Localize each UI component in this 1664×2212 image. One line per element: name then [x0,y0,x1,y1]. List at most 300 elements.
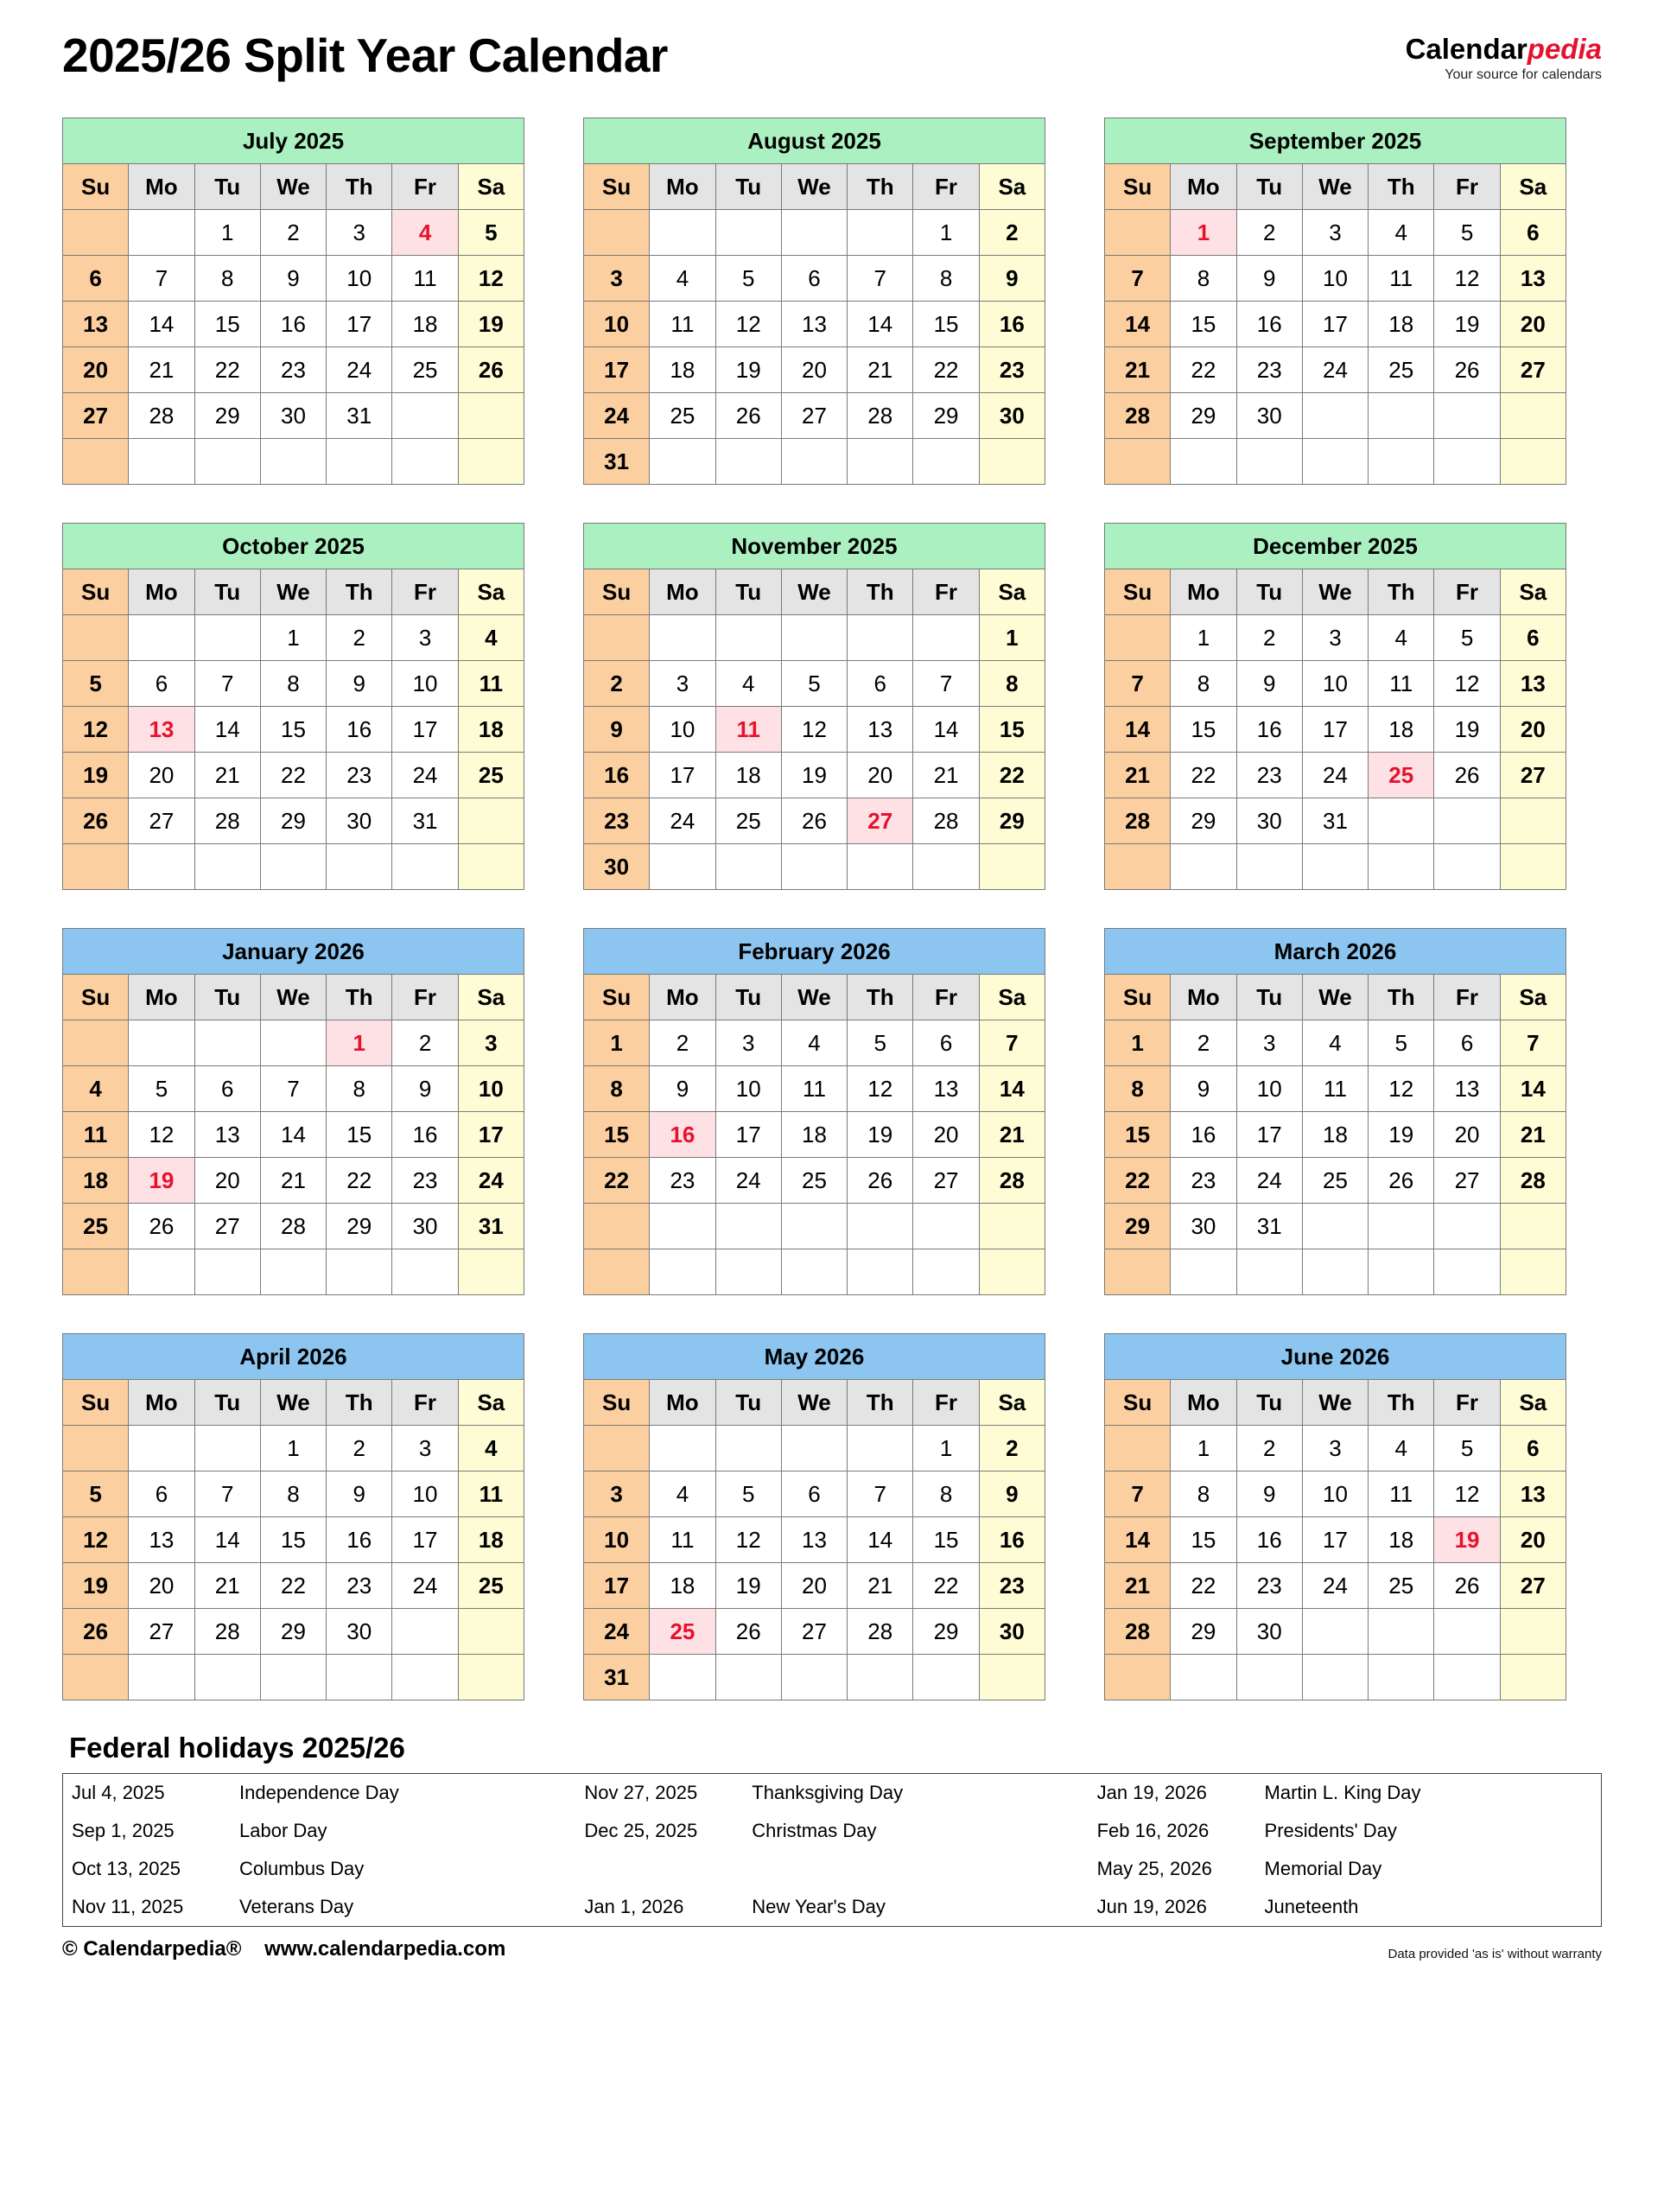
dow-header-su: Su [584,1380,650,1426]
day-cell: 28 [1105,798,1171,844]
day-cell-empty [392,844,458,890]
week-row [1105,844,1566,890]
holidays-table [62,1773,1602,1927]
day-cell: 30 [1236,798,1302,844]
month-table [583,928,1045,1295]
day-cell: 19 [1434,302,1500,347]
dow-header-fr: Fr [392,164,458,210]
day-cell: 5 [781,661,847,707]
dow-header-we: We [1302,569,1368,615]
day-cell-empty [458,439,524,485]
dow-header-fr: Fr [392,975,458,1020]
day-cell: 10 [584,1517,650,1563]
day-cell: 9 [1236,256,1302,302]
week-row [63,393,524,439]
day-cell-empty [392,1249,458,1295]
month-table [1104,523,1566,890]
month-title: October 2025 [63,524,524,569]
week-row [1105,1563,1566,1609]
day-cell-empty [584,1204,650,1249]
day-cell-empty [1171,439,1236,485]
day-cell-empty [194,1020,260,1066]
day-cell: 5 [848,1020,913,1066]
holiday-name: Martin L. King Day [1264,1782,1421,1803]
day-cell: 22 [1105,1158,1171,1204]
day-cell: 18 [392,302,458,347]
day-cell-empty [848,210,913,256]
day-cell: 4 [458,1426,524,1471]
day-cell: 1 [260,615,326,661]
day-cell-empty [63,439,129,485]
day-cell: 8 [1105,1066,1171,1112]
month-block [1104,928,1566,1295]
day-cell-empty [1236,844,1302,890]
holiday-date: Sep 1, 2025 [72,1820,175,1841]
day-cell: 30 [1171,1204,1236,1249]
day-cell-empty [584,1426,650,1471]
day-cell: 7 [129,256,194,302]
dow-header-mo: Mo [650,569,715,615]
day-cell: 26 [1369,1158,1434,1204]
day-cell: 18 [650,347,715,393]
day-cell: 29 [194,393,260,439]
day-cell: 4 [392,210,458,256]
dow-header-mo: Mo [129,164,194,210]
day-cell-empty [458,1609,524,1655]
day-cell: 4 [1369,1426,1434,1471]
day-cell: 28 [913,798,979,844]
day-cell-empty [715,439,781,485]
day-cell: 23 [1171,1158,1236,1204]
day-cell-empty [979,439,1045,485]
day-cell-empty [781,615,847,661]
day-cell: 18 [1302,1112,1368,1158]
day-cell: 24 [458,1158,524,1204]
day-cell-empty [848,1249,913,1295]
day-cell-empty [1302,1204,1368,1249]
day-cell-empty [650,615,715,661]
day-cell: 22 [260,753,326,798]
holiday-date: Jan 1, 2026 [584,1896,684,1917]
day-cell-empty [715,1655,781,1700]
week-row [63,707,524,753]
brand-block [1406,29,1602,83]
day-cell: 19 [1434,707,1500,753]
week-row [584,1609,1045,1655]
dow-header-mo: Mo [129,1380,194,1426]
day-cell: 2 [327,1426,392,1471]
day-cell-empty [129,1426,194,1471]
day-cell-empty [584,615,650,661]
day-cell-empty [392,439,458,485]
day-cell: 30 [979,393,1045,439]
day-cell: 10 [1302,256,1368,302]
day-cell: 20 [848,753,913,798]
dow-header-sa: Sa [1500,569,1566,615]
day-cell: 12 [715,302,781,347]
day-cell: 16 [584,753,650,798]
day-cell: 31 [392,798,458,844]
day-cell-empty [1171,1249,1236,1295]
day-cell: 5 [1434,1426,1500,1471]
day-cell: 18 [715,753,781,798]
day-cell: 2 [979,1426,1045,1471]
week-row [584,1655,1045,1700]
day-cell: 10 [1236,1066,1302,1112]
day-cell: 11 [650,302,715,347]
day-cell: 21 [194,753,260,798]
day-cell: 17 [1302,707,1368,753]
day-cell-empty [781,1655,847,1700]
day-cell-empty [650,1204,715,1249]
day-cell: 29 [1171,1609,1236,1655]
day-cell: 14 [260,1112,326,1158]
week-row [63,256,524,302]
dow-header-sa: Sa [458,164,524,210]
day-cell-empty [458,1655,524,1700]
day-cell: 12 [848,1066,913,1112]
day-cell-empty [715,1249,781,1295]
day-cell: 1 [1171,615,1236,661]
day-cell-empty [129,1020,194,1066]
day-cell: 10 [1302,661,1368,707]
day-cell: 2 [1236,1426,1302,1471]
day-cell-empty [392,1655,458,1700]
day-cell: 3 [392,615,458,661]
day-cell: 2 [327,615,392,661]
day-cell: 26 [1434,347,1500,393]
month-table [62,1333,524,1700]
day-cell-empty [1369,798,1434,844]
dow-header-th: Th [848,1380,913,1426]
day-cell: 16 [1236,707,1302,753]
day-cell-empty [63,210,129,256]
day-cell: 6 [129,1471,194,1517]
week-row [63,347,524,393]
day-cell: 9 [979,1471,1045,1517]
day-cell-empty [1236,1249,1302,1295]
day-cell: 3 [458,1020,524,1066]
day-cell: 18 [1369,707,1434,753]
dow-header-sa: Sa [1500,975,1566,1020]
day-cell: 10 [392,1471,458,1517]
day-cell-empty [63,1426,129,1471]
day-cell-empty [1369,844,1434,890]
dow-header-sa: Sa [979,975,1045,1020]
disclaimer: Data provided 'as is' without warranty [1388,1947,1602,1961]
day-cell-empty [913,615,979,661]
day-cell: 14 [1500,1066,1566,1112]
day-cell: 11 [63,1112,129,1158]
week-row [584,844,1045,890]
day-cell-empty [1105,1426,1171,1471]
day-cell-empty [979,1249,1045,1295]
day-cell: 6 [1500,210,1566,256]
day-cell: 3 [715,1020,781,1066]
day-cell-empty [1236,439,1302,485]
day-cell: 19 [63,1563,129,1609]
day-cell-empty [129,210,194,256]
day-cell: 20 [129,1563,194,1609]
day-cell: 22 [584,1158,650,1204]
week-row [584,1112,1045,1158]
day-cell: 11 [781,1066,847,1112]
day-cell: 4 [1369,210,1434,256]
day-cell-empty [1500,798,1566,844]
day-cell: 27 [1500,347,1566,393]
day-cell: 23 [1236,753,1302,798]
week-row [1105,1204,1566,1249]
day-cell: 21 [1105,753,1171,798]
day-cell: 5 [129,1066,194,1112]
day-cell: 13 [781,1517,847,1563]
week-row [63,615,524,661]
week-row [1105,1112,1566,1158]
day-cell-empty [129,439,194,485]
day-cell: 25 [781,1158,847,1204]
day-cell: 2 [260,210,326,256]
day-cell: 21 [979,1112,1045,1158]
dow-header-tu: Tu [715,164,781,210]
day-cell: 28 [129,393,194,439]
day-cell-empty [1302,1249,1368,1295]
day-cell: 24 [392,1563,458,1609]
day-cell: 14 [129,302,194,347]
day-cell-empty [1171,844,1236,890]
day-cell: 12 [129,1112,194,1158]
day-cell: 22 [194,347,260,393]
day-cell: 8 [979,661,1045,707]
day-cell-empty [194,1426,260,1471]
day-cell: 22 [1171,347,1236,393]
day-cell: 14 [194,707,260,753]
day-cell-empty [327,1249,392,1295]
day-cell: 13 [1500,661,1566,707]
day-cell-empty [650,1655,715,1700]
day-cell: 26 [1434,1563,1500,1609]
day-cell-empty [979,1204,1045,1249]
day-cell: 23 [392,1158,458,1204]
day-cell: 12 [63,1517,129,1563]
holiday-date [575,1850,743,1888]
page-title: 2025/26 Split Year Calendar [62,29,668,82]
day-cell: 9 [584,707,650,753]
day-cell: 23 [584,798,650,844]
day-cell-empty [1369,1655,1434,1700]
month-table [583,118,1045,485]
day-cell-empty [1434,798,1500,844]
holiday-name: Memorial Day [1264,1858,1382,1879]
day-cell: 30 [1236,1609,1302,1655]
holiday-row [63,1888,1602,1927]
month-table [1104,118,1566,485]
day-cell: 15 [260,1517,326,1563]
day-cell-empty [458,1249,524,1295]
week-row [584,393,1045,439]
dow-header-tu: Tu [1236,1380,1302,1426]
day-cell: 30 [327,1609,392,1655]
holiday-date: May 25, 2026 [1096,1858,1212,1879]
day-cell: 20 [781,1563,847,1609]
day-cell: 11 [392,256,458,302]
day-cell: 20 [1434,1112,1500,1158]
day-cell-empty [194,439,260,485]
week-row [584,1204,1045,1249]
day-cell: 30 [327,798,392,844]
day-cell: 17 [1302,1517,1368,1563]
day-cell: 7 [194,1471,260,1517]
day-cell: 5 [1434,210,1500,256]
week-row [1105,256,1566,302]
day-cell: 7 [1105,661,1171,707]
day-cell: 11 [1369,1471,1434,1517]
day-cell: 22 [1171,753,1236,798]
day-cell-empty [1500,844,1566,890]
day-cell: 1 [584,1020,650,1066]
week-row [63,1066,524,1112]
month-title: July 2025 [63,118,524,164]
day-cell: 11 [1369,256,1434,302]
day-cell: 27 [129,798,194,844]
day-cell: 7 [913,661,979,707]
day-cell-empty [392,1609,458,1655]
day-cell: 27 [194,1204,260,1249]
day-cell: 17 [1236,1112,1302,1158]
week-row [584,1517,1045,1563]
day-cell: 25 [715,798,781,844]
day-cell-empty [1500,439,1566,485]
day-cell: 5 [63,661,129,707]
day-cell: 3 [1302,1426,1368,1471]
month-block [1104,118,1566,485]
day-cell: 27 [63,393,129,439]
day-cell: 31 [584,1655,650,1700]
week-row [584,615,1045,661]
day-cell-empty [715,1426,781,1471]
dow-header-fr: Fr [913,1380,979,1426]
day-cell: 25 [1369,753,1434,798]
dow-header-fr: Fr [392,1380,458,1426]
day-cell: 2 [1236,615,1302,661]
week-row [584,302,1045,347]
week-row [63,1517,524,1563]
day-cell: 7 [260,1066,326,1112]
dow-header-th: Th [327,569,392,615]
dow-header-we: We [781,164,847,210]
day-cell-empty [1500,1249,1566,1295]
month-title: June 2026 [1105,1334,1566,1380]
day-cell: 26 [63,1609,129,1655]
day-cell: 7 [848,256,913,302]
day-cell: 8 [260,1471,326,1517]
dow-header-mo: Mo [129,569,194,615]
day-cell: 21 [1500,1112,1566,1158]
month-title: February 2026 [584,929,1045,975]
copyright-text: © Calendarpedia® [62,1937,242,1961]
day-cell: 29 [327,1204,392,1249]
website-url[interactable]: www.calendarpedia.com [264,1937,506,1961]
day-cell-empty [327,439,392,485]
day-cell-empty [781,210,847,256]
holiday-name: Independence Day [239,1782,399,1803]
day-cell: 18 [1369,302,1434,347]
dow-header-fr: Fr [913,569,979,615]
day-cell: 9 [1236,1471,1302,1517]
day-cell-empty [1105,210,1171,256]
week-row [584,1471,1045,1517]
dow-header-th: Th [848,569,913,615]
day-cell-empty [848,615,913,661]
holiday-row [63,1812,1602,1850]
day-cell: 30 [260,393,326,439]
day-cell: 10 [584,302,650,347]
day-cell: 22 [913,1563,979,1609]
day-cell: 30 [1236,393,1302,439]
day-cell: 25 [458,753,524,798]
week-row [584,1426,1045,1471]
day-cell: 22 [327,1158,392,1204]
day-cell: 19 [848,1112,913,1158]
day-cell: 3 [392,1426,458,1471]
dow-header-tu: Tu [194,975,260,1020]
day-cell: 21 [129,347,194,393]
day-cell: 18 [650,1563,715,1609]
day-cell-empty [1369,1249,1434,1295]
day-cell: 31 [584,439,650,485]
day-cell: 24 [1302,347,1368,393]
day-cell: 26 [63,798,129,844]
day-cell-empty [848,844,913,890]
week-row [584,1066,1045,1112]
week-row [63,1655,524,1700]
day-cell-empty [129,615,194,661]
day-cell-empty [1434,393,1500,439]
day-cell: 6 [1500,615,1566,661]
day-cell: 9 [650,1066,715,1112]
day-cell: 28 [1105,1609,1171,1655]
month-title: September 2025 [1105,118,1566,164]
day-cell: 10 [650,707,715,753]
day-cell: 29 [1105,1204,1171,1249]
day-cell: 23 [979,347,1045,393]
holiday-date: Dec 25, 2025 [584,1820,698,1841]
day-cell-empty [1434,1609,1500,1655]
day-cell: 15 [327,1112,392,1158]
day-cell: 12 [781,707,847,753]
day-cell-empty [194,1249,260,1295]
week-row [1105,798,1566,844]
day-cell: 2 [1171,1020,1236,1066]
dow-header-th: Th [1369,1380,1434,1426]
day-cell: 17 [584,347,650,393]
day-cell: 18 [458,1517,524,1563]
day-cell: 14 [848,1517,913,1563]
day-cell-empty [1105,1655,1171,1700]
day-cell-empty [1500,393,1566,439]
day-cell: 21 [1105,1563,1171,1609]
day-cell-empty [1302,844,1368,890]
day-cell: 11 [458,661,524,707]
week-row [63,210,524,256]
day-cell: 21 [260,1158,326,1204]
day-cell: 1 [1171,1426,1236,1471]
day-cell: 12 [1369,1066,1434,1112]
day-cell: 29 [913,393,979,439]
day-cell: 10 [458,1066,524,1112]
week-row [1105,1471,1566,1517]
day-cell-empty [1434,1655,1500,1700]
month-table [1104,1333,1566,1700]
